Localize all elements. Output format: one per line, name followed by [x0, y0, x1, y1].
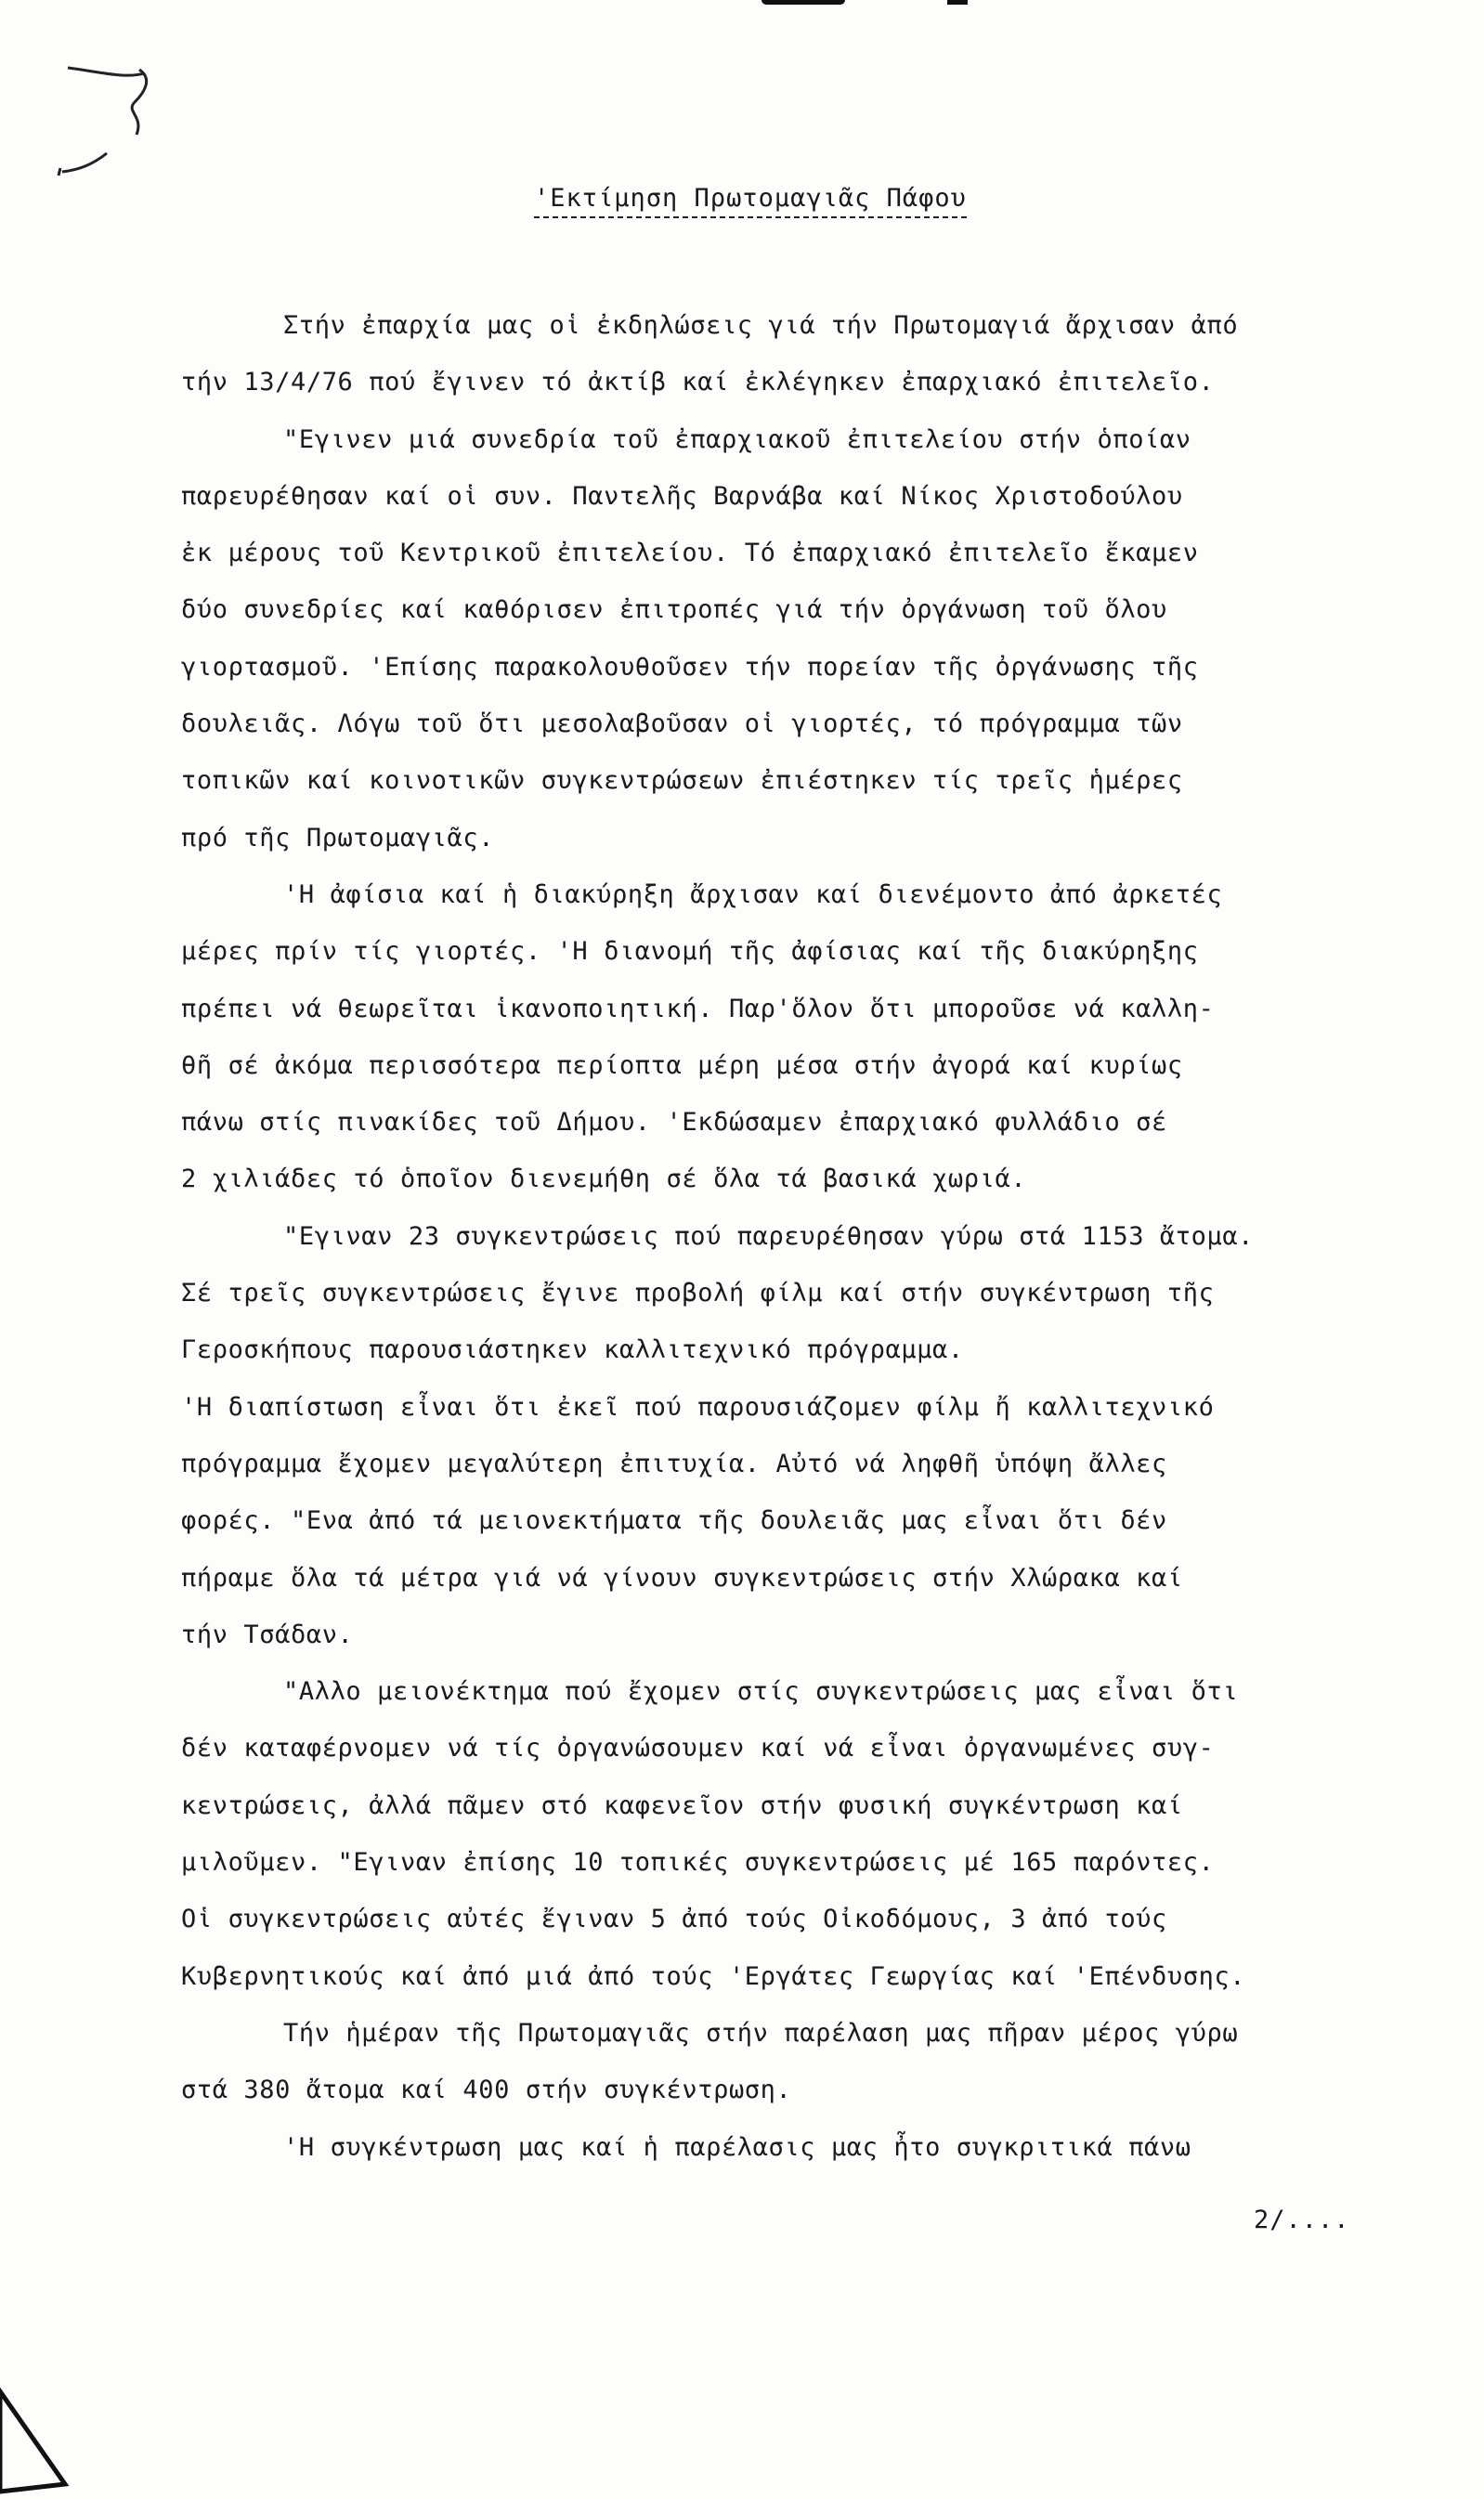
document-title: 'Εκτίμηση Πρωτομαγιᾶς Πάφου	[534, 184, 967, 218]
page-number: 2/....	[1254, 2206, 1350, 2234]
text-line: δύο συνεδρίες καί καθόρισεν ἐπιτροπές γιά τήν ὀργάνωση τοῦ ὅλου	[181, 595, 1167, 625]
text-line: πρέπει νά θεωρεῖται ἱκανοποιητική. Παρ'ὅλον ὅτι μποροῦσε νά καλλη-	[181, 994, 1215, 1023]
text-line: Γεροσκήπους παρουσιάστηκεν καλλιτεχνικό πρόγραμμα.	[181, 1335, 964, 1365]
scan-corner-mark	[0, 2373, 79, 2499]
document-body	[181, 297, 1481, 2176]
handwritten-mark-icon	[51, 51, 181, 190]
text-line: "Εγιναν 23 συγκεντρώσεις πού παρευρέθησαν γύρω στά 1153 ἄτομα.	[283, 1221, 1255, 1251]
text-line: γιορτασμοῦ. 'Επίσης παρακολουθοῦσεν τήν πορείαν τῆς ὀργάνωσης τῆς	[181, 652, 1199, 682]
text-line: 'Η συγκέντρωση μας καί ἡ παρέλασις μας ἦτο συγκριτικά πάνω	[283, 2132, 1191, 2162]
text-line: πάνω στίς πινακίδες τοῦ Δήμου. 'Εκδώσαμεν ἐπαρχιακό φυλλάδιο σέ	[181, 1108, 1167, 1138]
text-line: μέρες πρίν τίς γιορτές. 'Η διανομή τῆς ἀφίσιας καί τῆς διακύρηξης	[181, 937, 1199, 967]
text-line: μιλοῦμεν. "Εγιναν ἐπίσης 10 τοπικές συγκεντρώσεις μέ 165 παρόντες.	[181, 1848, 1215, 1878]
text-line: 'Η ἀφίσια καί ἡ διακύρηξη ἄρχισαν καί διενέμοντο ἀπό ἀρκετές	[283, 879, 1223, 909]
scan-edge-mark-small	[947, 0, 968, 5]
text-line: "Εγινεν μιά συνεδρία τοῦ ἐπαρχιακοῦ ἐπιτελείου στήν ὁποίαν	[283, 424, 1191, 454]
text-line: Στήν ἐπαρχία μας οἱ ἐκδηλώσεις γιά τήν Πρωτομαγιά ἄρχισαν ἀπό	[283, 311, 1239, 340]
text-line: τήν 13/4/76 πού ἔγινεν τό ἀκτίβ καί ἐκλέγηκεν ἐπαρχιακό ἐπιτελεῖο.	[181, 368, 1215, 397]
text-line: Οἱ συγκεντρώσεις αὐτές ἔγιναν 5 ἀπό τούς Οἰκοδόμους, 3 ἀπό τούς	[181, 1905, 1167, 1934]
text-line: ἐκ μέρους τοῦ Κεντρικοῦ ἐπιτελείου. Τό ἐπαρχιακό ἐπιτελεῖο ἔκαμεν	[181, 539, 1199, 568]
text-line: "Αλλο μειονέκτημα πού ἔχομεν στίς συγκεντρώσεις μας εἶναι ὅτι	[283, 1677, 1239, 1707]
text-line: κεντρώσεις, ἀλλά πᾶμεν στό καφενεῖον στήν φυσική συγκέντρωση καί	[181, 1790, 1183, 1820]
text-line: τήν Τσάδαν.	[181, 1620, 354, 1649]
text-line: στά 380 ἄτομα καί 400 στήν συγκέντρωση.	[181, 2076, 792, 2105]
text-line: Κυβερνητικούς καί ἀπό μιά ἀπό τούς 'Εργάτες Γεωργίας καί 'Επένδυσης.	[181, 1961, 1246, 1991]
scan-edge-mark	[762, 0, 845, 5]
text-line: τοπικῶν καί κοινοτικῶν συγκεντρώσεων ἐπιέστηκεν τίς τρεῖς ἡμέρες	[181, 766, 1183, 796]
text-line: πρόγραμμα ἔχομεν μεγαλύτερη ἐπιτυχία. Αὐτό νά ληφθῆ ὑπόψη ἄλλες	[181, 1449, 1167, 1478]
text-line: φορές. "Ενα ἀπό τά μειονεκτήματα τῆς δουλειᾶς μας εἶναι ὅτι δέν	[181, 1506, 1167, 1536]
text-line: παρευρέθησαν καί οἱ συν. Παντελῆς Βαρνάβα καί Νίκος Χριστοδούλου	[181, 481, 1183, 511]
text-line: 2 χιλιάδες τό ὁποῖον διενεμήθη σέ ὅλα τά βασικά χωριά.	[181, 1165, 1027, 1194]
text-line: θῆ σέ ἀκόμα περισσότερα περίοπτα μέρη μέσα στήν ἀγορά καί κυρίως	[181, 1050, 1183, 1080]
text-line: 'Η διαπίστωση εἶναι ὅτι ἐκεῖ πού παρουσιάζομεν φίλμ ἤ καλλιτεχνικό	[181, 1392, 1215, 1422]
text-line: Σέ τρεῖς συγκεντρώσεις ἔγινε προβολή φίλμ καί στήν συγκέντρωση τῆς	[181, 1279, 1215, 1308]
text-line: δουλειᾶς. Λόγω τοῦ ὅτι μεσολαβοῦσαν οἱ γιορτές, τό πρόγραμμα τῶν	[181, 709, 1183, 739]
text-line: πήραμε ὅλα τά μέτρα γιά νά γίνουν συγκεντρώσεις στήν Χλώρακα καί	[181, 1563, 1183, 1593]
text-line: Τήν ἡμέραν τῆς Πρωτομαγιᾶς στήν παρέλαση μας πῆραν μέρος γύρω	[283, 2018, 1239, 2048]
text-line: πρό τῆς Πρωτομαγιᾶς.	[181, 823, 495, 853]
text-line: δέν καταφέρνομεν νά τίς ὀργανώσουμεν καί νά εἶναι ὀργανωμένες συγ-	[181, 1734, 1215, 1764]
